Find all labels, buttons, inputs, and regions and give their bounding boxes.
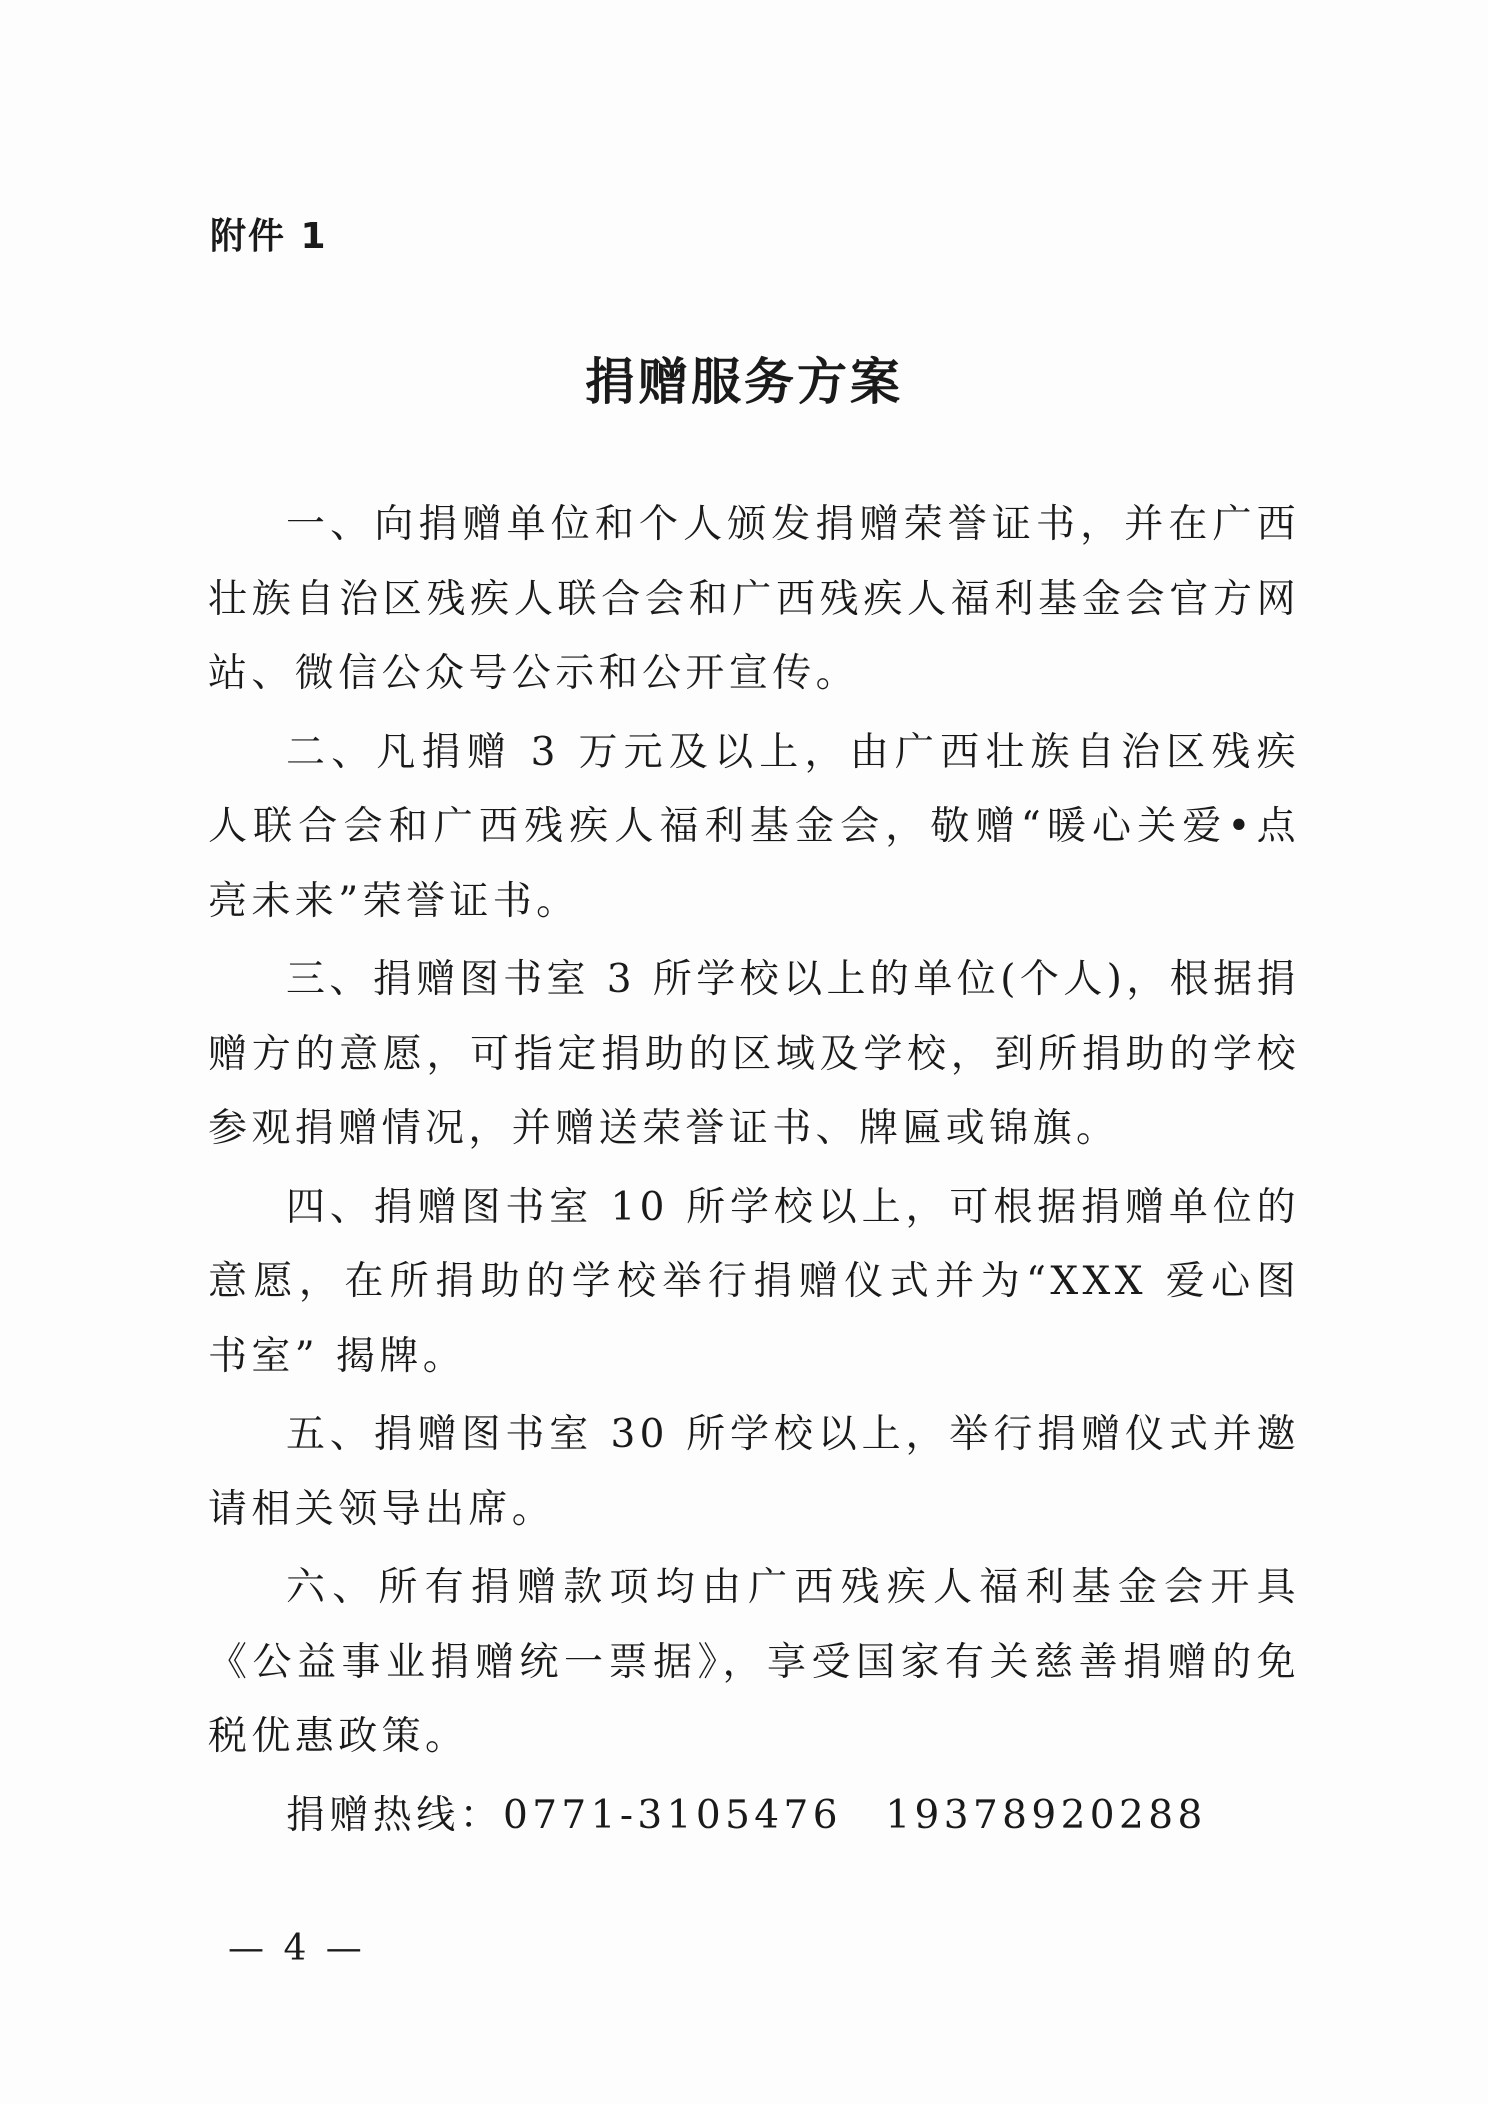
hotline-line: 捐赠热线：0771-3105476 19378920288 xyxy=(286,1792,1207,1838)
document-body xyxy=(208,488,1300,1857)
paragraph-5: 五、捐赠图书室 30 所学校以上，举行捐赠仪式并邀请相关领导出席。 xyxy=(208,1412,1300,1532)
paragraph-3: 三、捐赠图书室 3 所学校以上的单位(个人)，根据捐赠方的意愿，可指定捐助的区域及学校，到所捐助的学校参观捐赠情况，并赠送荣誉证书、牌匾或锦旗。 xyxy=(208,957,1300,1151)
document-title: 捐赠服务方案 xyxy=(585,353,903,411)
paragraph-6: 六、所有捐赠款项均由广西残疾人福利基金会开具《公益事业捐赠统一票据》，享受国家有关慈善捐赠的免税优惠政策。 xyxy=(208,1565,1300,1759)
paragraph-2: 二、凡捐赠 3 万元及以上，由广西壮族自治区残疾人联合会和广西残疾人福利基金会，敬赠“暖心关爱•点亮未来”荣誉证书。 xyxy=(208,729,1300,924)
attachment-label: 附件 1 xyxy=(210,216,328,257)
paragraph-1: 一、向捐赠单位和个人颁发捐赠荣誉证书，并在广西壮族自治区残疾人联合会和广西残疾人福利基金会官方网站、微信公众号公示和公开宣传。 xyxy=(208,502,1300,696)
page-number: — 4 — xyxy=(228,1928,366,1969)
paragraph-4: 四、捐赠图书室 10 所学校以上，可根据捐赠单位的意愿，在所捐助的学校举行捐赠仪式并为“XXX 爱心图书室” 揭牌。 xyxy=(208,1184,1300,1379)
